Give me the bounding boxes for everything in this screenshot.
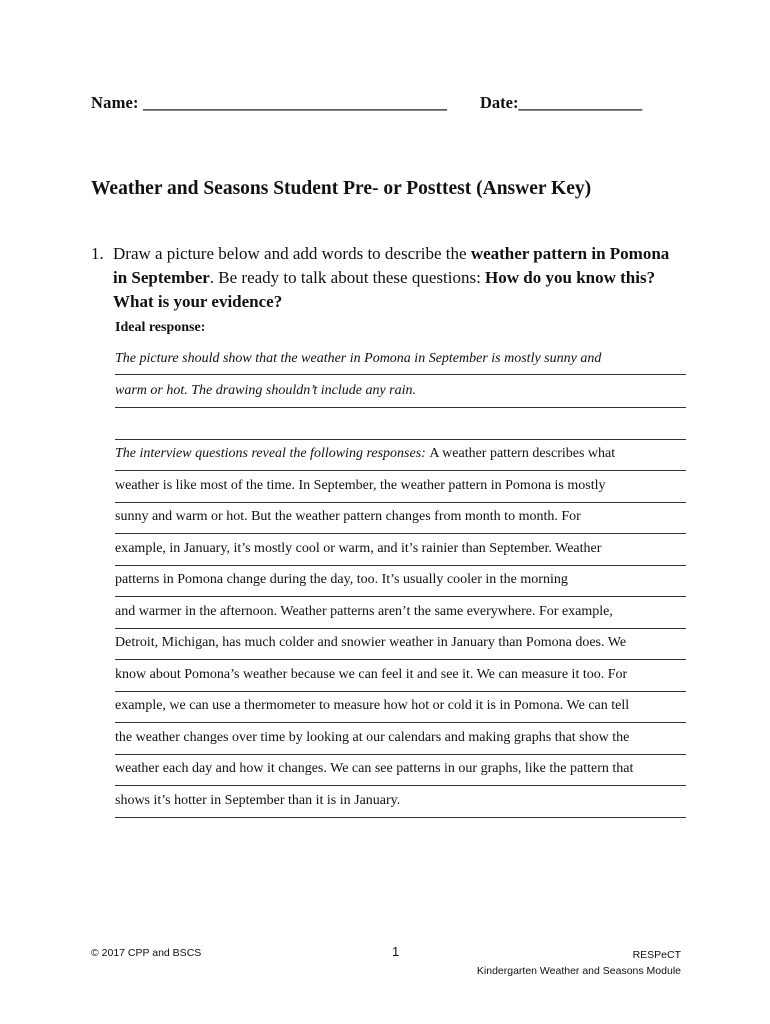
footer-brand: RESPeCT — [632, 949, 681, 961]
name-field-label: Name: ____________________________________ — [91, 93, 448, 112]
rule-line — [115, 628, 686, 629]
rule-line — [115, 659, 686, 660]
response-line-9: and warmer in the afternoon. Weather patterns aren’t the same everywhere. For example, — [115, 604, 613, 619]
response-line-6: sunny and warm or hot. But the weather pattern changes from month to month. For — [115, 509, 581, 524]
rule-line — [115, 565, 686, 566]
interview-intro: The interview questions reveal the following responses: — [115, 446, 430, 461]
rule-line — [115, 817, 686, 818]
ideal-response-label: Ideal response: — [115, 320, 206, 335]
question-number: 1. — [91, 244, 104, 263]
page-number: 1 — [392, 944, 400, 959]
rule-line — [115, 439, 686, 440]
response-line-7: example, in January, it’s mostly cool or warm, and it’s rainier than September. Weather — [115, 541, 602, 556]
question-1 — [91, 242, 681, 314]
rule-line — [115, 596, 686, 597]
rule-line — [115, 374, 686, 375]
response-line-1: The picture should show that the weather in Pomona in September is mostly sunny and — [115, 351, 602, 366]
response-line-12: example, we can use a thermometer to measure how hot or cold it is in Pomona. We can tell — [115, 698, 630, 713]
rule-line — [115, 722, 686, 723]
question-text — [113, 242, 681, 314]
date-field-label: Date:_______________ — [480, 93, 643, 112]
question-text-bold-1: weather pattern in Pomona in September — [113, 244, 670, 287]
rule-line — [115, 533, 686, 534]
response-line-11: know about Pomona’s weather because we can feel it and see it. We can measure it too. For — [115, 667, 628, 682]
rule-line — [115, 407, 686, 408]
page-title: Weather and Seasons Student Pre- or Posttest (Answer Key) — [91, 178, 592, 199]
footer-right — [440, 947, 681, 979]
footer-copyright: © 2017 CPP and BSCS — [91, 947, 202, 959]
footer-module: Kindergarten Weather and Seasons Module — [476, 965, 681, 977]
response-line-5: weather is like most of the time. In September, the weather pattern in Pomona is mostly — [115, 478, 606, 493]
rule-line — [115, 754, 686, 755]
response-text: A weather pattern describes what — [429, 446, 616, 461]
rule-line — [115, 502, 686, 503]
question-text-bold-2: How do you know this? What is your evidence? — [113, 268, 656, 311]
response-line-4 — [115, 446, 690, 462]
question-text-part-2: . Be ready to talk about these questions: — [209, 268, 486, 287]
response-line-2: warm or hot. The drawing shouldn’t include any rain. — [115, 383, 417, 398]
rule-line — [115, 691, 686, 692]
response-line-14: weather each day and how it changes. We can see patterns in our graphs, like the pattern that — [115, 761, 634, 776]
question-text-part-1: Draw a picture below and add words to describe the — [113, 244, 471, 263]
response-line-10: Detroit, Michigan, has much colder and snowier weather in January than Pomona does. We — [115, 635, 627, 650]
response-line-13: the weather changes over time by looking at our calendars and making graphs that show the — [115, 730, 630, 745]
rule-line — [115, 785, 686, 786]
rule-line — [115, 470, 686, 471]
response-line-15: shows it’s hotter in September than it is in January. — [115, 793, 401, 808]
response-line-8: patterns in Pomona change during the day, too. It’s usually cooler in the morning — [115, 572, 568, 587]
